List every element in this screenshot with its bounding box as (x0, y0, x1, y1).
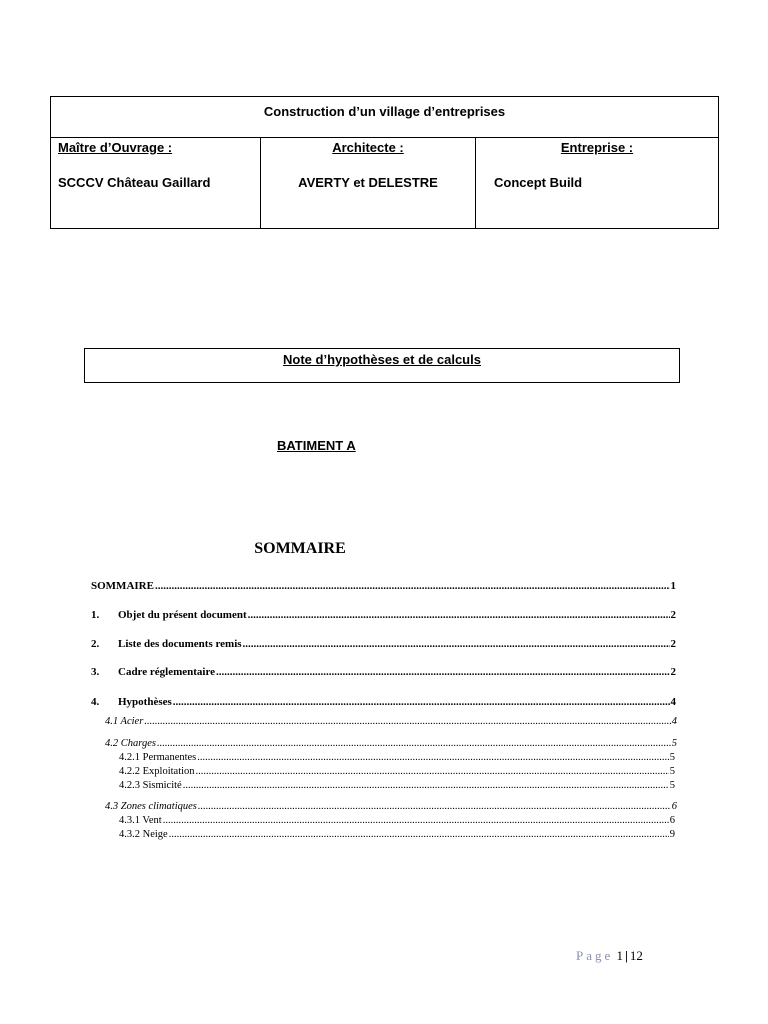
note-title-box (84, 348, 680, 383)
toc-page: 5 (669, 780, 675, 791)
toc-page: 4 (671, 716, 677, 727)
toc-label: Hypothèses (118, 696, 172, 708)
toc-subentry[interactable] (119, 766, 675, 777)
toc-leader (183, 780, 669, 791)
toc-number: 3. (91, 666, 100, 678)
toc-page: 5 (669, 752, 675, 763)
toc-leader (157, 738, 671, 749)
entreprise-value: Concept Build (494, 175, 583, 190)
maitre-ouvrage-label: Maître d’Ouvrage : (58, 140, 173, 155)
toc-subentry[interactable] (119, 829, 675, 840)
architecte-cell (261, 138, 476, 228)
toc-number: 4. (91, 696, 100, 708)
toc-entry[interactable] (91, 580, 676, 592)
toc-subentry[interactable] (119, 780, 675, 791)
toc-page: 2 (670, 609, 676, 621)
toc-label: SOMMAIRE (91, 580, 154, 592)
toc-page: 2 (670, 638, 676, 650)
project-title: Construction d’un village d’entreprises (51, 97, 718, 138)
toc-leader (144, 716, 670, 727)
note-title: Note d’hypothèses et de calculs (283, 352, 481, 367)
toc-number: 1. (91, 609, 100, 621)
toc-label: 4.3.2 Neige (119, 829, 168, 840)
architecte-value: AVERTY et DELESTRE (298, 175, 438, 190)
toc-page: 4 (670, 696, 676, 708)
entreprise-label: Entreprise : (560, 140, 634, 155)
toc-leader (197, 752, 668, 763)
toc-label: Liste des documents remis (118, 638, 242, 650)
toc-label: 4.1 Acier (105, 716, 144, 727)
toc-heading: SOMMAIRE (254, 540, 346, 557)
toc-page: 5 (671, 738, 677, 749)
header-table (50, 96, 719, 229)
toc-label: Objet du présent document (118, 609, 247, 621)
toc-leader (198, 801, 671, 812)
toc-label: 4.2.1 Permanentes (119, 752, 197, 763)
toc-label: 4.3.1 Vent (119, 815, 162, 826)
toc-leader (243, 638, 670, 650)
toc-entry[interactable] (91, 638, 676, 650)
toc-label: 4.2.3 Sismicité (119, 780, 182, 791)
page-footer (576, 948, 643, 964)
architecte-label: Architecte : (332, 140, 404, 155)
building-label: BATIMENT A (277, 438, 356, 453)
toc-subentry[interactable] (119, 752, 675, 763)
toc-page: 6 (669, 815, 675, 826)
toc-entry[interactable] (91, 696, 676, 708)
toc-page: 5 (669, 766, 675, 777)
toc-subentry[interactable] (105, 801, 677, 812)
maitre-ouvrage-value: SCCCV Château Gaillard (58, 175, 211, 190)
toc-leader (155, 580, 670, 592)
toc-subentry[interactable] (119, 815, 675, 826)
maitre-ouvrage-cell (51, 138, 261, 228)
toc-page: 2 (670, 666, 676, 678)
toc-label: 4.2.2 Exploitation (119, 766, 195, 777)
toc-leader (196, 766, 669, 777)
toc-leader (216, 666, 669, 678)
toc-number: 2. (91, 638, 100, 650)
entreprise-cell (476, 138, 718, 228)
toc-leader (173, 696, 670, 708)
page-total: 12 (629, 948, 643, 963)
page-current: 1 (616, 948, 624, 963)
page-word: Page (576, 948, 614, 963)
toc-entry[interactable] (91, 666, 676, 678)
toc-label: Cadre réglementaire (118, 666, 216, 678)
toc-leader (169, 829, 669, 840)
toc-label: 4.2 Charges (105, 738, 156, 749)
toc-subentry[interactable] (105, 738, 677, 749)
toc-page: 6 (671, 801, 677, 812)
toc-leader (163, 815, 669, 826)
toc-page: 9 (669, 829, 675, 840)
toc-label: 4.3 Zones climatiques (105, 801, 197, 812)
toc-leader (248, 609, 670, 621)
page-separator: | (625, 948, 628, 963)
toc-page: 1 (670, 580, 676, 592)
toc-subentry[interactable] (105, 716, 677, 727)
toc-entry[interactable] (91, 609, 676, 621)
